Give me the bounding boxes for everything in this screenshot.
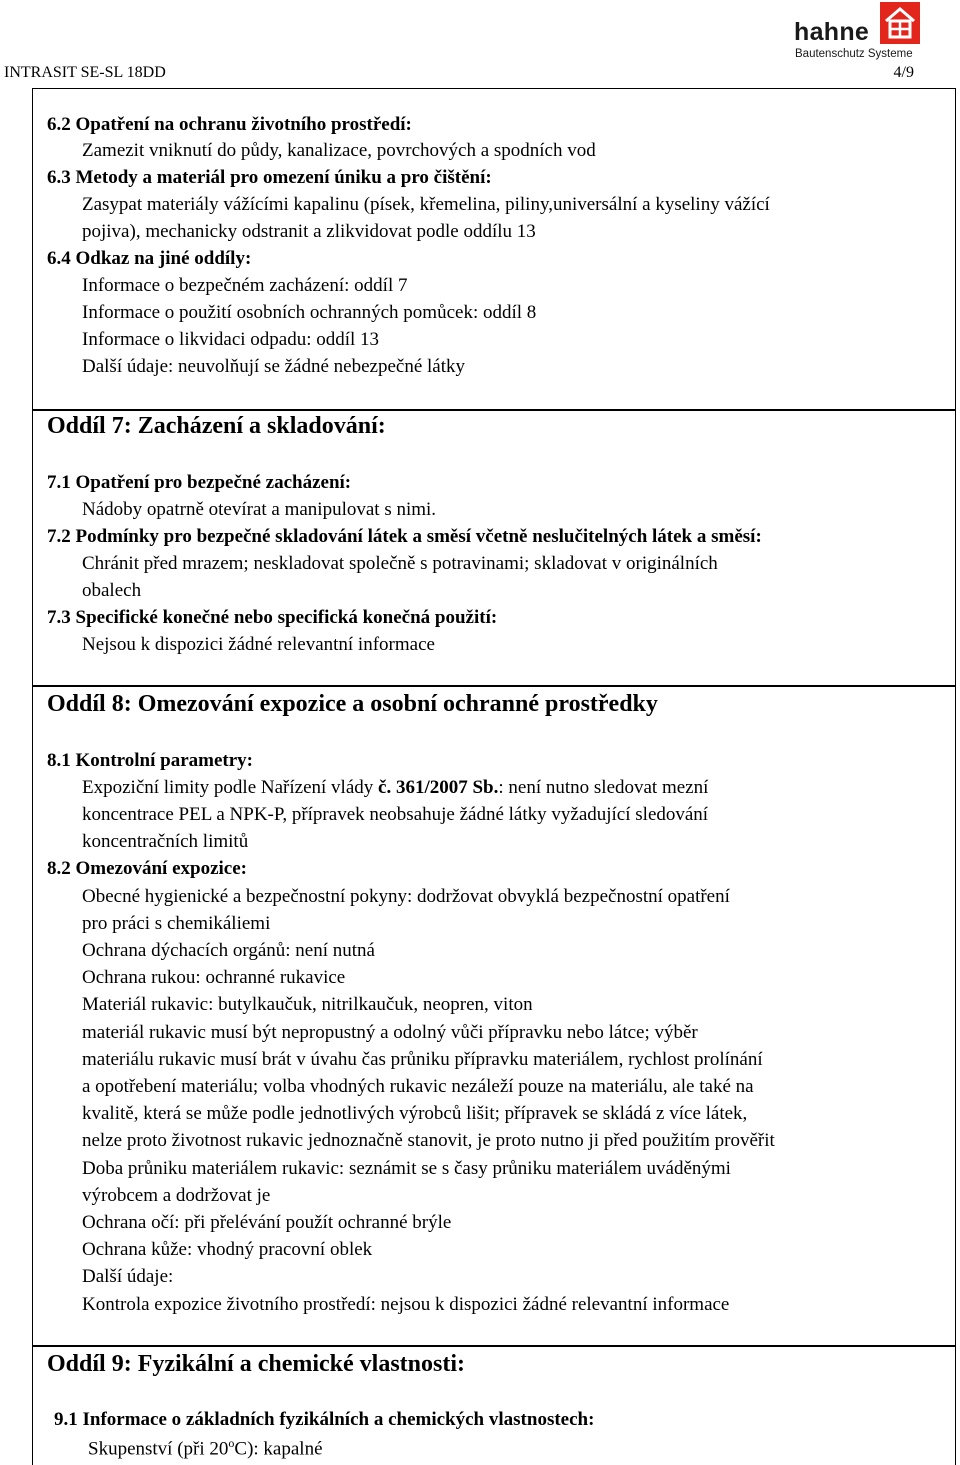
exposure-line: Ochrana očí: při přelévání použít ochranné brýle [82, 1212, 452, 1233]
exposure-line: Další údaje: [82, 1266, 174, 1287]
exposure-line: Materiál rukavic: butylkaučuk, nitrilkaučuk, neopren, viton [82, 994, 533, 1015]
section-9-title: Oddíl 9: Fyzikální a chemické vlastnosti: [47, 1351, 466, 1377]
subsection-7-1-heading: 7.1 Opatření pro bezpečné zacházení: [47, 472, 352, 493]
degree-superscript: o [228, 1436, 235, 1450]
exposure-line: nelze proto životnost rukavic jednoznačně stanovit, je proto nutno ji před použitím prověřit [82, 1130, 775, 1151]
exposure-limits-note: : není nutno sledovat mezní [498, 777, 709, 798]
subsection-7-3-heading: 7.3 Specifické konečné nebo specifická konečná použití: [47, 607, 498, 628]
subsection-7-2-text-line1: Chránit před mrazem; neskladovat společně s potravinami; skladovat v originálních [82, 553, 718, 574]
physical-state-line [88, 1436, 323, 1460]
exposure-limits-label: Expoziční limity podle Nařízení vlády [82, 777, 379, 798]
subsection-6-2-heading: 6.2 Opatření na ochranu životního prostředí: [47, 114, 412, 135]
exposure-line: Obecné hygienické a bezpečnostní pokyny: dodržovat obvyklá bezpečnostní opatření [82, 886, 730, 907]
exposure-line: kvalitě, která se může podle jednotlivých výrobců lišit; přípravek se skládá z více látek, [82, 1103, 748, 1124]
subsection-8-1-heading: 8.1 Kontrolní parametry: [47, 750, 253, 771]
subsection-6-3-text-line2: pojiva), mechanicky odstranit a zlikvidovat podle oddílu 13 [82, 221, 536, 242]
exposure-line: výrobcem a dodržovat je [82, 1185, 271, 1206]
subsection-6-4-line2: Informace o použití osobních ochranných pomůcek: oddíl 8 [82, 302, 537, 323]
exposure-line: Doba průniku materiálem rukavic: seznámit se s časy průniku materiálem uváděnými [82, 1158, 731, 1179]
subsection-7-3-text: Nejsou k dispozici žádné relevantní informace [82, 634, 435, 655]
document-title: INTRASIT SE-SL 18DD [4, 64, 166, 81]
subsection-6-4-heading: 6.4 Odkaz na jiné oddíly: [47, 248, 252, 269]
house-logo-icon [880, 2, 920, 44]
subsection-6-3-heading: 6.3 Metody a materiál pro omezení úniku a pro čištění: [47, 167, 492, 188]
subsection-6-3-text-line1: Zasypat materiály vážícími kapalinu (písek, křemelina, piliny,universální a kyseliny vážící [82, 194, 770, 215]
subsection-7-1-text: Nádoby opatrně otevírat a manipulovat s nimi. [82, 499, 437, 520]
subsection-8-1-text-line1 [82, 777, 708, 799]
page-number: 4/9 [893, 64, 914, 81]
exposure-line: materiálu rukavic musí brát v úvahu čas průniku přípravku materiálem, rychlost prolínání [82, 1049, 763, 1070]
section-7-title: Oddíl 7: Zacházení a skladování: [47, 413, 386, 439]
subsection-8-1-text-line3: koncentračních limitů [82, 831, 249, 852]
subsection-6-4-line1: Informace o bezpečném zacházení: oddíl 7 [82, 275, 408, 296]
exposure-line: pro práci s chemikáliemi [82, 913, 271, 934]
subsection-9-1-heading: 9.1 Informace o základních fyzikálních a chemických vlastnostech: [54, 1409, 595, 1430]
exposure-line: materiál rukavic musí být nepropustný a odolný vůči přípravku nebo látce; výběr [82, 1022, 698, 1043]
physical-state-value: C): kapalné [234, 1438, 323, 1460]
exposure-line: Kontrola expozice životního prostředí: nejsou k dispozici žádné relevantní informace [82, 1294, 730, 1315]
regulation-number: č. 361/2007 Sb. [378, 777, 499, 798]
section-8-title: Oddíl 8: Omezování expozice a osobní ochranné prostředky [47, 691, 658, 717]
exposure-line: Ochrana dýchacích orgánů: není nutná [82, 940, 375, 961]
subsection-8-1-text-line2: koncentrace PEL a NPK-P, přípravek neobsahuje žádné látky vyžadující sledování [82, 804, 709, 825]
subsection-8-2-heading: 8.2 Omezování expozice: [47, 858, 247, 879]
subsection-6-4-line4: Další údaje: neuvolňují se žádné nebezpečné látky [82, 356, 466, 377]
logo-wordmark: hahne [794, 18, 870, 46]
exposure-line: Ochrana rukou: ochranné rukavice [82, 967, 346, 988]
logo-tagline: Bautenschutz Systeme [795, 48, 913, 60]
subsection-6-4-line3: Informace o likvidaci odpadu: oddíl 13 [82, 329, 380, 350]
subsection-7-2-text-line2: obalech [82, 580, 142, 601]
subsection-7-2-heading: 7.2 Podmínky pro bezpečné skladování látek a směsí včetně neslučitelných látek a směsí: [47, 526, 762, 547]
exposure-line: Ochrana kůže: vhodný pracovní oblek [82, 1239, 373, 1260]
physical-state-label: Skupenství (při 20 [88, 1438, 229, 1460]
company-logo [794, 2, 928, 62]
exposure-line: a opotřebení materiálu; volba vhodných rukavic nezáleží pouze na materiálu, ale také na [82, 1076, 754, 1097]
subsection-6-2-text: Zamezit vniknutí do půdy, kanalizace, povrchových a spodních vod [82, 140, 596, 161]
